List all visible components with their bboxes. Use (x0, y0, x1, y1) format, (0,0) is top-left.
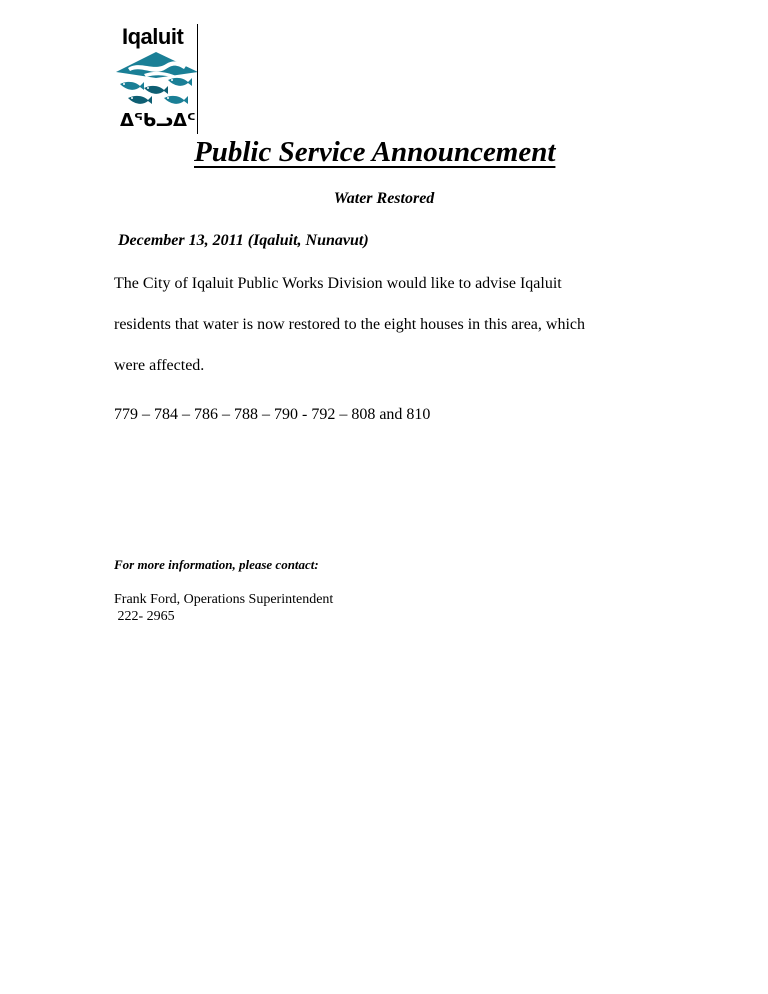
city-of-iqaluit-logo (110, 24, 204, 136)
contact-phone: 222- 2965 (114, 609, 175, 624)
contact-heading: For more information, please contact: (114, 557, 319, 572)
logo-wordmark: Iqaluit (122, 24, 184, 49)
affected-house-numbers: 779 – 784 – 786 – 788 – 790 - 792 – 808 and 810 (114, 406, 431, 423)
contact-name: Frank Ford, Operations Superintendent (114, 592, 334, 607)
logo-divider (197, 24, 198, 134)
page-title: Public Service Announcement (194, 136, 556, 168)
body-paragraph-line: The City of Iqaluit Public Works Division would like to advise Iqaluit (114, 275, 562, 292)
body-paragraph-line: were affected. (114, 357, 205, 374)
body-paragraph-line: residents that water is now restored to the eight houses in this area, which (114, 316, 585, 333)
dateline: December 13, 2011 (Iqaluit, Nunavut) (118, 232, 369, 249)
logo-emblem-icon (114, 52, 200, 110)
subtitle: Water Restored (333, 190, 435, 207)
logo-syllabics: ᐃᖃᓗᐃᑦ (120, 110, 196, 131)
